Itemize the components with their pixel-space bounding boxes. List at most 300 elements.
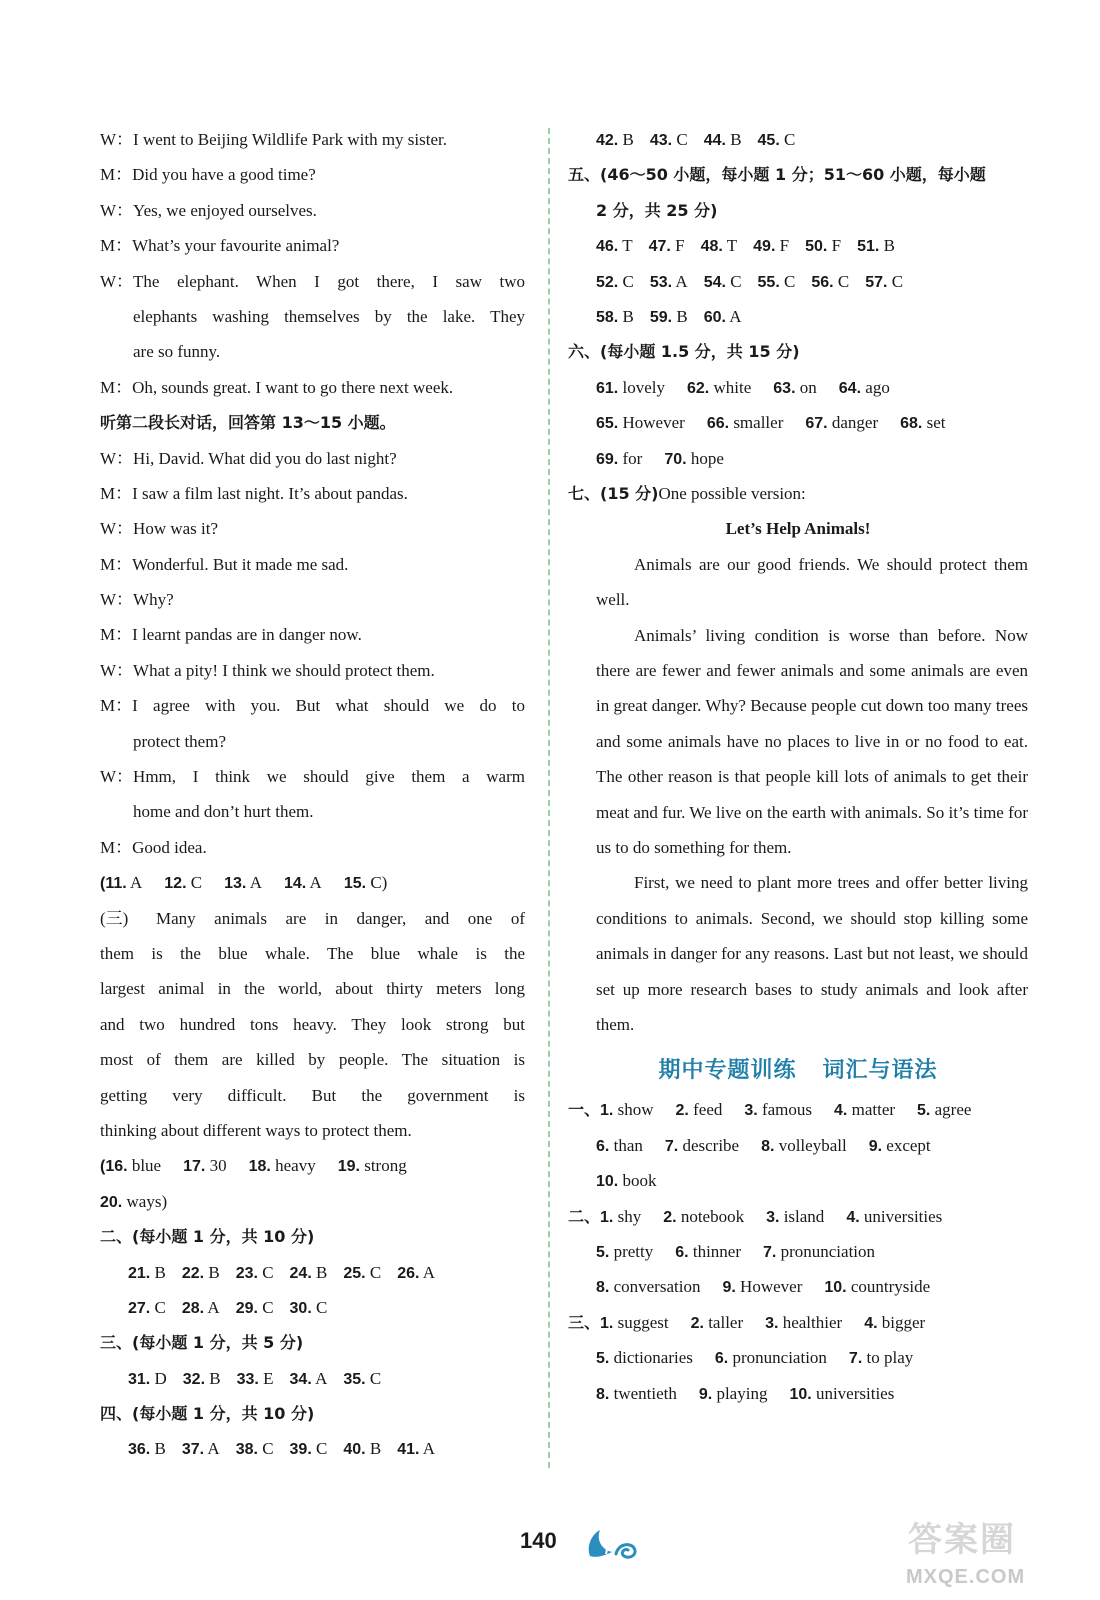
dialogue-text: Why?: [133, 590, 174, 610]
answer-number: 2.: [675, 1102, 689, 1120]
dialogue-line: [100, 653, 525, 688]
answer-item: [687, 370, 751, 405]
answer-value: smaller: [733, 413, 784, 433]
answer-number: 29.: [235, 1299, 258, 1317]
answer-number: (16.: [100, 1158, 128, 1176]
answers-16-19: [100, 1148, 525, 1183]
answer-value: C: [784, 271, 796, 291]
answer-value: except: [886, 1135, 931, 1155]
answer-item: [284, 865, 322, 900]
dialogue-line: [100, 688, 525, 723]
dialogue-text: Good idea.: [132, 837, 207, 857]
section-5-title-cont: 2 分，共 25 分): [596, 200, 718, 220]
answer-item: [100, 1148, 161, 1183]
left-column: [100, 122, 525, 1467]
answer-value: B: [209, 1368, 221, 1388]
answer-item: [237, 1361, 274, 1396]
answer-item: [249, 1148, 316, 1183]
answer-item: [128, 1290, 166, 1325]
answer-value: pronunciation: [780, 1241, 876, 1261]
answer-number: 3.: [765, 1314, 779, 1332]
answer-number: 10.: [824, 1279, 847, 1297]
answer-number: 15.: [343, 875, 367, 893]
answer-number: 47.: [648, 238, 671, 256]
answer-number: 52.: [596, 273, 619, 291]
answer-value: F: [779, 236, 790, 256]
speaker-tag: W：: [100, 200, 134, 220]
dialogue-line-cont: [100, 334, 525, 369]
section-3-title: 三、(每小题 1 分，共 5 分): [100, 1333, 304, 1353]
dialogue-text: How was it?: [133, 519, 219, 539]
vocab-2-label: 二、: [568, 1206, 601, 1226]
answer-value: C: [676, 130, 688, 149]
answer-value: C: [891, 271, 904, 291]
answer-value: set: [926, 413, 946, 433]
answer-item: [224, 865, 262, 900]
answer-number: 49.: [753, 238, 776, 256]
answer-number: 6.: [675, 1243, 689, 1261]
answer-number: 6.: [714, 1350, 729, 1368]
answer-value: F: [831, 236, 842, 256]
answer-number: 28.: [181, 1299, 205, 1317]
answer-value: twentieth: [613, 1383, 677, 1403]
dialogue-line-cont: [100, 794, 525, 829]
answer-item: [343, 1255, 381, 1290]
answer-item: [849, 1340, 913, 1375]
answer-number: 5.: [917, 1102, 931, 1120]
vocab-1-answers-row: [568, 1128, 1028, 1163]
passage-line: most of them are killed by people. The situation is: [100, 1050, 525, 1070]
answer-number: 5.: [596, 1350, 610, 1368]
answer-number: 34.: [289, 1370, 312, 1388]
section-5-answers-row: [568, 299, 1028, 334]
answer-number: 40.: [343, 1441, 366, 1459]
answer-number: 39.: [289, 1441, 312, 1459]
dialogue-text: What a pity! I think we should protect them.: [133, 660, 435, 680]
answer-number: 32.: [182, 1370, 206, 1388]
speaker-tag: M：: [100, 377, 133, 397]
answer-value: B: [676, 306, 688, 326]
dialogue-2: [100, 441, 525, 689]
passage-line: largest animal in the world, about thirty meters long: [100, 979, 525, 999]
answer-number: 19.: [337, 1158, 360, 1176]
answer-item: [704, 122, 742, 157]
dialogue-line: [100, 476, 525, 511]
answer-number: 53.: [649, 273, 673, 291]
answer-value: A: [207, 1297, 220, 1317]
speaker-tag: M：: [100, 483, 133, 503]
answer-number: 42.: [596, 132, 619, 149]
answer-number: 38.: [235, 1441, 258, 1459]
speaker-tag: M：: [100, 837, 133, 857]
answer-value: A: [729, 306, 742, 326]
answer-item: [596, 405, 685, 440]
answer-item: [164, 865, 202, 900]
answer-value: playing: [716, 1383, 768, 1403]
dialogue-line: [100, 370, 525, 405]
answer-number: 67.: [805, 415, 828, 433]
answer-value: A: [130, 873, 143, 893]
answer-number: 14.: [283, 875, 307, 893]
page-number: 140: [520, 1528, 557, 1553]
answer-number: 17.: [183, 1158, 206, 1176]
watermark-cn: 答案圈: [908, 1520, 1016, 1560]
answer-item: [290, 1361, 328, 1396]
answer-value: shy: [617, 1206, 642, 1226]
answer-number: 64.: [838, 379, 862, 397]
answer-value: hope: [690, 448, 724, 468]
answer-item: [824, 1269, 930, 1304]
column-divider: [548, 128, 550, 1468]
speaker-tag: M：: [100, 696, 133, 716]
answer-value: B: [730, 130, 742, 149]
answer-number: 2.: [663, 1208, 677, 1226]
dialogue-line: [100, 122, 525, 157]
dialogue-text: Hi, David. What did you do last night?: [133, 448, 397, 468]
essay-title: Let’s Help Animals!: [725, 519, 871, 539]
answer-item: [596, 1128, 643, 1163]
answer-value: blue: [131, 1156, 162, 1176]
vocab-3-label: 三、: [568, 1312, 601, 1332]
section-2-title: 二、(每小题 1 分，共 10 分): [100, 1227, 315, 1247]
answer-value: show: [617, 1100, 654, 1120]
dialogue-text: The elephant. When I got there, I saw two: [133, 271, 525, 291]
answer-number: 69.: [596, 450, 619, 468]
answer-item: [236, 1290, 274, 1325]
answer-number: 66.: [706, 415, 730, 433]
answer-number: 8.: [596, 1385, 610, 1403]
answer-item: [811, 264, 849, 299]
answer-item: [596, 1269, 700, 1304]
answer-item: [649, 228, 685, 263]
answer-item: [344, 865, 388, 900]
answer-value: lovely: [622, 377, 665, 397]
dialogue-line: [100, 511, 525, 546]
vocab-3-answers-row: [568, 1376, 1028, 1411]
answer-item: [236, 1255, 274, 1290]
dialogue-line: [100, 582, 525, 617]
answer-value: to play: [866, 1348, 914, 1368]
vocab-1-answers: [600, 1092, 993, 1127]
answer-number: 9.: [698, 1385, 713, 1403]
answer-item: [839, 370, 890, 405]
answer-item: [128, 1361, 167, 1396]
section-4-answers-row: [100, 1431, 525, 1466]
vocab-1-label: 一、: [568, 1100, 601, 1120]
answer-number: 36.: [128, 1441, 151, 1459]
answer-value: A: [207, 1439, 220, 1459]
answer-value: conversation: [613, 1277, 701, 1297]
answer-value: B: [154, 1262, 166, 1282]
answer-number: 60.: [703, 308, 726, 326]
answer-value: danger: [831, 413, 879, 433]
answer-item: [665, 1128, 739, 1163]
answer-item: [600, 1305, 669, 1340]
answer-number: 4.: [846, 1208, 860, 1226]
answer-number: 7.: [763, 1243, 777, 1261]
vocab-2-answers-row: [568, 1269, 1028, 1304]
dialogue-line: [100, 547, 525, 582]
answer-number: 9.: [868, 1137, 883, 1155]
dialogue-text: Yes, we enjoyed ourselves.: [133, 200, 317, 220]
answer-value: white: [713, 377, 752, 397]
answer-item: [766, 1199, 824, 1234]
answer-number: 65.: [596, 415, 619, 433]
answer-value: than: [613, 1135, 643, 1155]
answer-value: F: [675, 236, 685, 256]
answer-item: [650, 122, 688, 157]
answer-number: 22.: [181, 1264, 205, 1282]
watermark-url: MXQE.COM: [906, 1566, 1026, 1588]
passage-3-first-line: [100, 901, 525, 936]
answer-number: 9.: [722, 1279, 736, 1297]
answer-item: [182, 1290, 220, 1325]
answer-value: dictionaries: [613, 1348, 693, 1368]
answer-item: [182, 1255, 220, 1290]
answer-number: 4.: [864, 1314, 878, 1332]
answer-number: 70.: [664, 450, 687, 468]
dialogue-text: I saw a film last night. It’s about pandas.: [132, 483, 408, 503]
dialogue-text: are so funny.: [133, 342, 221, 362]
speaker-tag: M：: [100, 625, 133, 645]
answer-number: 30.: [289, 1299, 312, 1317]
vocab-1-row: [568, 1092, 1028, 1127]
answer-value: heavy: [275, 1156, 316, 1176]
answer-item: [596, 299, 634, 334]
heading-left: 期中专题训练: [658, 1058, 797, 1084]
answer-number: 37.: [181, 1441, 205, 1459]
answer-item: [715, 1340, 827, 1375]
answer-item: [917, 1092, 971, 1127]
section-6-title: 六、(每小题 1.5 分，共 15 分): [568, 342, 800, 362]
section-5-title: 五、(46～50 小题，每小题 1 分；51～60 小题，每小题: [568, 165, 986, 185]
answer-value: pronunciation: [732, 1348, 827, 1368]
answer-item: [763, 1234, 875, 1269]
answer-number: 63.: [773, 379, 796, 397]
dialogue-line: [100, 617, 525, 652]
answers-20: [100, 1184, 525, 1219]
answer-item: [758, 264, 796, 299]
answer-item: [744, 1092, 812, 1127]
dialogue-text: Did you have a good time?: [132, 165, 316, 185]
answer-item: [765, 1305, 842, 1340]
answer-value: on: [799, 377, 817, 397]
answer-item: [864, 1305, 925, 1340]
answer-item: [596, 264, 634, 299]
answer-item: [596, 370, 665, 405]
answer-item: [869, 1128, 931, 1163]
answer-value: taller: [708, 1312, 744, 1332]
answer-number: 59.: [649, 308, 673, 326]
answer-value: countryside: [850, 1277, 931, 1297]
answer-item: [707, 405, 784, 440]
answer-value: T: [622, 236, 633, 256]
dialogue-text: Hmm, I think we should give them a warm: [133, 767, 525, 787]
answer-number: 44.: [703, 132, 726, 149]
answer-item: [699, 1376, 768, 1411]
answer-value: pretty: [613, 1241, 654, 1261]
answer-value: C: [190, 873, 203, 893]
speaker-tag: W：: [100, 448, 134, 468]
dialogue-text: I agree with you. But what should we do to: [132, 696, 525, 716]
answer-item: [182, 1431, 220, 1466]
answer-number: 4.: [834, 1102, 848, 1120]
publisher-logo-icon: [582, 1526, 652, 1571]
answer-number: 8.: [761, 1137, 775, 1155]
answer-value: B: [369, 1439, 382, 1459]
answer-item: [753, 228, 789, 263]
answer-number: 25.: [343, 1264, 366, 1282]
answer-number: 57.: [865, 273, 888, 291]
answer-value: 30: [209, 1156, 227, 1176]
answer-number: 2.: [690, 1314, 704, 1332]
speaker-tag: W：: [100, 660, 134, 680]
answer-value: C): [370, 873, 388, 893]
answer-value: strong: [364, 1156, 407, 1176]
speaker-tag: M：: [100, 236, 133, 256]
dialogue-text: protect them?: [133, 731, 226, 751]
answer-value: E: [263, 1368, 274, 1388]
answer-value: B: [622, 306, 634, 326]
answer-value: C: [369, 1368, 382, 1388]
answer-number: 12.: [164, 875, 187, 893]
dialogue-line: [100, 193, 525, 228]
answer-number: 21.: [128, 1264, 151, 1282]
section-intro: 听第二段长对话，回答第 13～15 小题。: [100, 413, 396, 433]
answer-number: 45.: [757, 132, 780, 149]
essay-paragraph: Animals are our good friends. We should protect them well.: [596, 554, 1028, 610]
answer-value: B: [154, 1439, 166, 1459]
answer-value: A: [675, 271, 688, 291]
answer-number: 54.: [703, 273, 726, 291]
answer-number: (11.: [100, 875, 127, 893]
speaker-tag: M：: [100, 554, 133, 574]
answer-item: [857, 228, 895, 263]
dialogue-text: Wonderful. But it made me sad.: [132, 554, 349, 574]
answer-item: [805, 228, 841, 263]
answer-value: B: [316, 1262, 328, 1282]
answer-number: 31.: [128, 1370, 151, 1388]
answer-value: C: [262, 1297, 274, 1317]
answer-number: 68.: [900, 415, 923, 433]
answer-number: 43.: [649, 132, 673, 149]
vocab-3-answers-row: [568, 1340, 1028, 1375]
answer-item: [701, 228, 738, 263]
answer-number: 23.: [235, 1264, 258, 1282]
dialogue-text: Oh, sounds great. I want to go there next week.: [132, 377, 454, 397]
answer-item: [397, 1255, 435, 1290]
answer-value: famous: [761, 1100, 813, 1120]
section-7-suffix: One possible version:: [658, 483, 806, 503]
dialogue-line: [100, 264, 525, 299]
answer-item: [596, 441, 642, 476]
answer-value: agree: [934, 1100, 972, 1120]
answer-value: volleyball: [778, 1135, 847, 1155]
dialogue-line: [100, 228, 525, 263]
answer-number: 7.: [848, 1350, 863, 1368]
answer-item: [600, 1092, 654, 1127]
answer-value: book: [622, 1171, 657, 1191]
answer-item: [722, 1269, 802, 1304]
speaker-tag: W：: [100, 271, 134, 291]
answer-number: 41.: [397, 1441, 420, 1459]
heading-right: 词汇与语法: [822, 1058, 938, 1084]
answer-number: 20.: [100, 1193, 123, 1211]
answer-value: thinner: [692, 1241, 741, 1261]
passage-line: Many animals are in danger, and one of: [156, 908, 525, 928]
answer-number: 55.: [757, 273, 780, 291]
answer-item: [650, 264, 688, 299]
answer-item: [758, 122, 796, 157]
passage-line: thinking about different ways to protect them.: [100, 1120, 412, 1140]
answer-number: 5.: [596, 1243, 610, 1261]
section-heading: [568, 1042, 1028, 1092]
answer-value: A: [315, 1368, 328, 1388]
dialogue-line-cont: [100, 299, 525, 334]
answer-number: 62.: [687, 379, 710, 397]
speaker-tag: W：: [100, 767, 134, 787]
section-3-answers-row: [100, 1361, 525, 1396]
answer-number: 58.: [596, 308, 619, 326]
passage-label: (三): [100, 908, 129, 928]
dialogue-text: elephants washing themselves by the lake. They: [133, 306, 525, 326]
answer-item: [596, 122, 634, 157]
answer-number: 51.: [857, 238, 880, 256]
answer-number: 48.: [700, 238, 723, 256]
dialogue-1: [100, 122, 525, 264]
answer-item: [676, 1092, 723, 1127]
section-7-title: 七、(15 分): [568, 483, 659, 503]
section-6-answers-row: [568, 405, 1028, 440]
speaker-tag: W：: [100, 590, 134, 610]
answer-item: [290, 1431, 328, 1466]
answer-value: for: [622, 448, 643, 468]
answer-value: C: [784, 130, 796, 149]
answer-value: T: [726, 236, 738, 256]
answer-value: notebook: [680, 1206, 745, 1226]
answer-item: [865, 264, 903, 299]
answer-item: [290, 1255, 328, 1290]
essay-body: [568, 547, 1028, 1043]
answer-item: [846, 1199, 942, 1234]
answer-number: 27.: [128, 1299, 151, 1317]
answer-value: ago: [865, 377, 890, 397]
answer-item: [100, 1184, 167, 1219]
speaker-tag: W：: [100, 130, 134, 149]
answer-value: A: [422, 1439, 436, 1459]
answer-item: [183, 1361, 221, 1396]
answer-item: [290, 1290, 328, 1325]
section-4-title: 四、(每小题 1 分，共 10 分): [100, 1404, 315, 1424]
answer-item: [338, 1148, 407, 1183]
answer-value: C: [622, 271, 634, 291]
dialogue-line: [100, 830, 525, 865]
answer-item: [343, 1431, 381, 1466]
dialogue-line: [100, 759, 525, 794]
answer-value: A: [249, 873, 262, 893]
answer-value: suggest: [617, 1312, 669, 1332]
answer-number: 26.: [397, 1264, 420, 1282]
answer-item: [128, 1255, 166, 1290]
answer-number: 33.: [236, 1370, 259, 1388]
vocab-2-answers: [600, 1199, 964, 1234]
dialogue-line: [100, 441, 525, 476]
answer-number: 35.: [343, 1370, 366, 1388]
answers-11-15: [100, 865, 525, 900]
dialogue-line: [100, 157, 525, 192]
answer-number: 6.: [596, 1137, 610, 1155]
answer-value: However: [740, 1277, 803, 1297]
